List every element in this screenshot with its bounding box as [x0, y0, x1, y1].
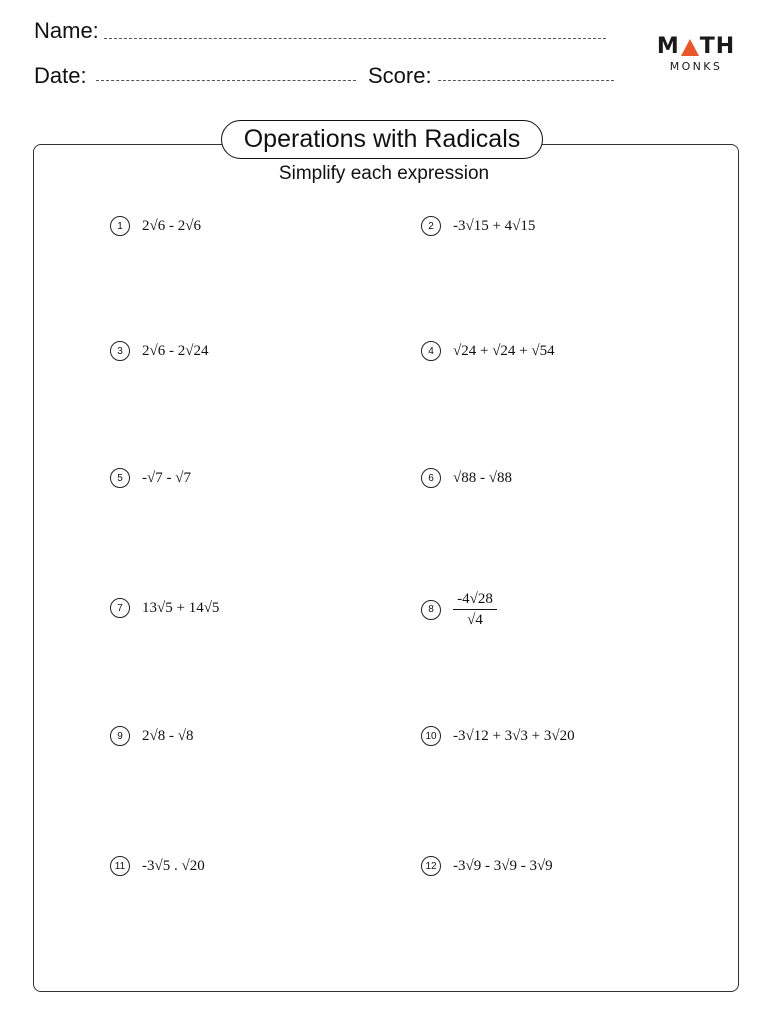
problem-2 [421, 216, 535, 236]
problem-number: 9 [110, 726, 130, 746]
logo-wordmark [655, 36, 737, 58]
fraction-bar [453, 609, 497, 610]
worksheet-title: Operations with Radicals [221, 120, 543, 159]
problem-expression: 2√6 - 2√24 [142, 342, 209, 359]
problem-expression: -3√9 - 3√9 - 3√9 [453, 857, 553, 874]
problem-number: 2 [421, 216, 441, 236]
problem-12 [421, 856, 553, 876]
problem-4 [421, 341, 555, 361]
fraction-denominator: √4 [467, 612, 483, 628]
problem-expression: -3√15 + 4√15 [453, 217, 536, 234]
problem-3 [110, 341, 208, 361]
problem-expression: 13√5 + 14√5 [142, 599, 220, 616]
problem-10 [421, 726, 575, 746]
logo-letters-th: TH [699, 34, 736, 59]
problem-expression: -√7 - √7 [142, 469, 191, 486]
score-label: Score: [368, 63, 432, 88]
problem-number: 1 [110, 216, 130, 236]
score-field[interactable] [438, 80, 614, 81]
math-monks-logo [655, 36, 737, 73]
problem-5 [110, 468, 191, 488]
problem-expression: √88 - √88 [453, 469, 512, 486]
problem-number: 12 [421, 856, 441, 876]
problem-6 [421, 468, 512, 488]
date-label: Date: [34, 63, 87, 88]
problem-9 [110, 726, 193, 746]
problem-number: 7 [110, 598, 130, 618]
problem-number: 4 [421, 341, 441, 361]
triangle-icon [681, 39, 699, 56]
problem-number: 8 [421, 600, 441, 620]
problem-number: 11 [110, 856, 130, 876]
problem-number: 5 [110, 468, 130, 488]
problem-7 [110, 598, 219, 618]
problem-number: 3 [110, 341, 130, 361]
fraction-expression [453, 590, 497, 629]
date-field[interactable] [96, 80, 356, 81]
name-field[interactable] [104, 38, 606, 39]
problem-expression: √24 + √24 + √54 [453, 342, 555, 359]
problem-expression: 2√6 - 2√6 [142, 217, 201, 234]
name-label: Name: [34, 18, 99, 43]
problem-1 [110, 216, 201, 236]
problem-expression: -3√12 + 3√3 + 3√20 [453, 727, 575, 744]
problem-11 [110, 856, 205, 876]
logo-letter-m: M [656, 34, 680, 59]
fraction-numerator: -4√28 [457, 591, 493, 607]
problem-number: 6 [421, 468, 441, 488]
problem-8 [421, 590, 497, 629]
problem-number: 10 [421, 726, 441, 746]
logo-subtext: MONKS [669, 60, 723, 73]
problem-expression: 2√8 - √8 [142, 727, 194, 744]
problem-expression: -3√5 . √20 [142, 857, 205, 874]
worksheet-instruction: Simplify each expression [278, 163, 490, 184]
